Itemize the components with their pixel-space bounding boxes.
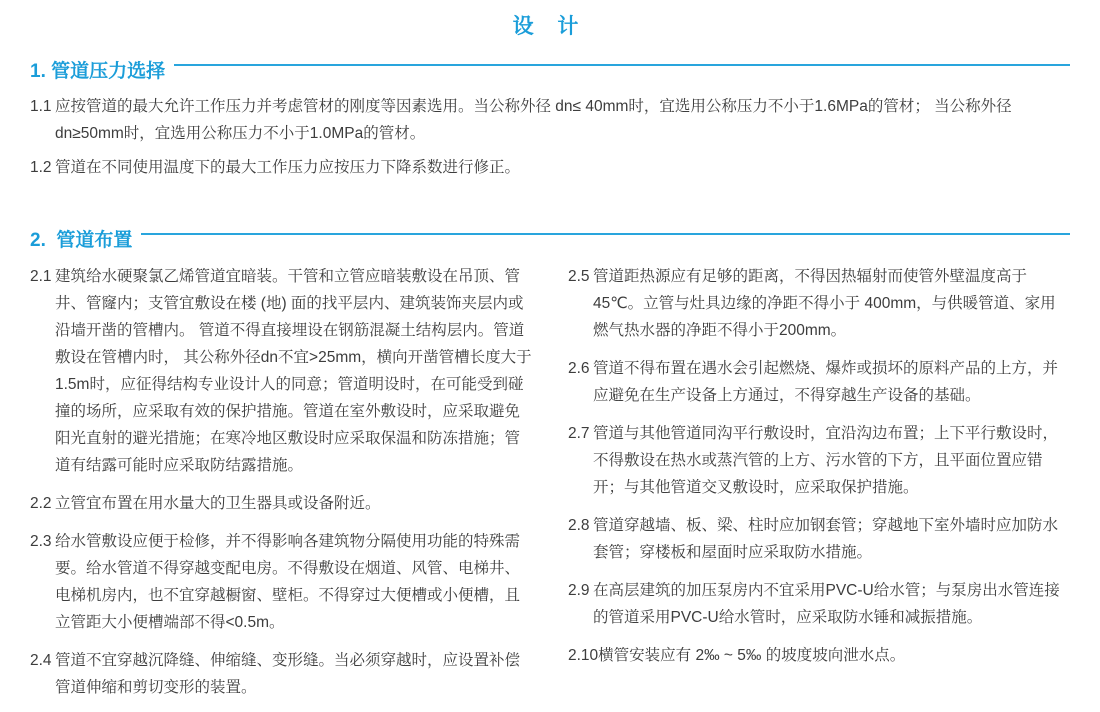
item-number: 2.8	[568, 517, 590, 534]
section-1-heading: 1. 管道压力选择	[30, 61, 166, 82]
section-2-columns	[30, 263, 1070, 712]
spec-item-2-10	[568, 642, 1070, 669]
section-2-heading: 2. 管道布置	[30, 230, 133, 251]
item-number: 2.7	[568, 425, 590, 442]
item-text: 管道不宜穿越沉降缝、伸缩缝、变形缝。当必须穿越时，应设置补偿管道伸缩和剪切变形的装置。	[55, 652, 521, 696]
spec-item-2-3	[30, 528, 532, 636]
item-text: 建筑给水硬聚氯乙烯管道宜暗装。干管和立管应暗装敷设在吊顶、管井、管窿内；支管宜敷设在楼 (地) 面的找平层内、建筑装饰夹层内或沿墙开凿的管槽内。 管道不得直接埋设在钢筋混凝土结构层内。管道敷设在管槽内时， 其公称外径dn不宜>25mm，横向开凿管槽长度大于1.5m时，应征得结构专业设计人的同意；管道明设时，在可能受到碰撞的场所，应采取有效的保护措施。管道在室外敷设时，应采取避免阳光直射的避光措施；在寒冷地区敷设时应采取保温和防冻措施；管道有结露可能时应采取防结露措施。	[55, 268, 532, 474]
item-number: 1.2	[30, 159, 52, 176]
section-2-header	[30, 225, 1070, 252]
left-column	[30, 263, 532, 712]
item-text: 管道距热源应有足够的距离，不得因热辐射而使管外壁温度高于45℃。立管与灶具边缘的净距不得小于 400mm，与供暖管道、家用燃气热水器的净距不得小于200mm。	[593, 268, 1056, 339]
item-number: 2.9	[568, 582, 590, 599]
spec-item-2-5	[568, 263, 1070, 344]
section-1-rule	[174, 64, 1070, 66]
spec-item-2-7	[568, 420, 1070, 501]
item-text: 应按管道的最大允许工作压力并考虑管材的刚度等因素选用。当公称外径 dn≤ 40mm时，宜选用公称压力不小于1.6MPa的管材； 当公称外径 dn≥50mm时，宜选用公称压力不小于1.0MPa的管材。	[55, 98, 1012, 142]
item-text: 立管宜布置在用水量大的卫生器具或设备附近。	[55, 495, 381, 512]
section-2-rule	[141, 233, 1070, 235]
item-text: 横管安装应有 2‰ ~ 5‰ 的坡度坡向泄水点。	[598, 647, 906, 664]
item-number: 2.1	[30, 268, 52, 285]
item-number: 2.6	[568, 360, 590, 377]
item-text: 管道穿越墙、板、梁、柱时应加钢套管；穿越地下室外墙时应加防水套管；穿楼板和屋面时应采取防水措施。	[593, 517, 1059, 561]
section-pipe-pressure	[30, 56, 1070, 181]
spec-item-2-4	[30, 647, 532, 701]
item-text: 管道与其他管道同沟平行敷设时，宜沿沟边布置；上下平行敷设时，不得敷设在热水或蒸汽管的上方、污水管的下方，且平面位置应错开；与其他管道交叉敷设时，应采取保护措施。	[593, 425, 1059, 496]
spec-item-2-8	[568, 512, 1070, 566]
item-number: 2.2	[30, 495, 52, 512]
spec-item-1-1	[30, 93, 1070, 147]
item-number: 2.3	[30, 533, 52, 550]
item-number: 2.10	[568, 647, 599, 664]
page-title: 设 计	[512, 15, 588, 38]
spec-item-1-2	[30, 154, 1070, 181]
item-number: 1.1	[30, 98, 52, 115]
item-number: 2.5	[568, 268, 590, 285]
item-text: 在高层建筑的加压泵房内不宜采用PVC-U给水管；与泵房出水管连接的管道采用PVC-U给水管时，应采取防水锤和减振措施。	[593, 582, 1060, 626]
right-column	[568, 263, 1070, 712]
spec-item-2-2	[30, 490, 532, 517]
spec-item-2-9	[568, 577, 1070, 631]
item-text: 管道不得布置在遇水会引起燃烧、爆炸或损坏的原料产品的上方，并应避免在生产设备上方通过，不得穿越生产设备的基础。	[593, 360, 1059, 404]
spec-item-2-1	[30, 263, 532, 479]
spec-item-2-6	[568, 355, 1070, 409]
item-number: 2.4	[30, 652, 52, 669]
item-text: 管道在不同使用温度下的最大工作压力应按压力下降系数进行修正。	[55, 159, 521, 176]
section-1-header	[30, 56, 1070, 83]
item-text: 给水管敷设应便于检修，并不得影响各建筑物分隔使用功能的特殊需要。给水管道不得穿越变配电房。不得敷设在烟道、风管、电梯井、电梯机房内，也不宜穿越橱窗、壁柜。不得穿过大便槽或小便槽，且立管距大小便槽端部不得<0.5m。	[55, 533, 521, 631]
section-pipe-layout	[30, 225, 1070, 712]
section-1-items	[30, 93, 1070, 181]
